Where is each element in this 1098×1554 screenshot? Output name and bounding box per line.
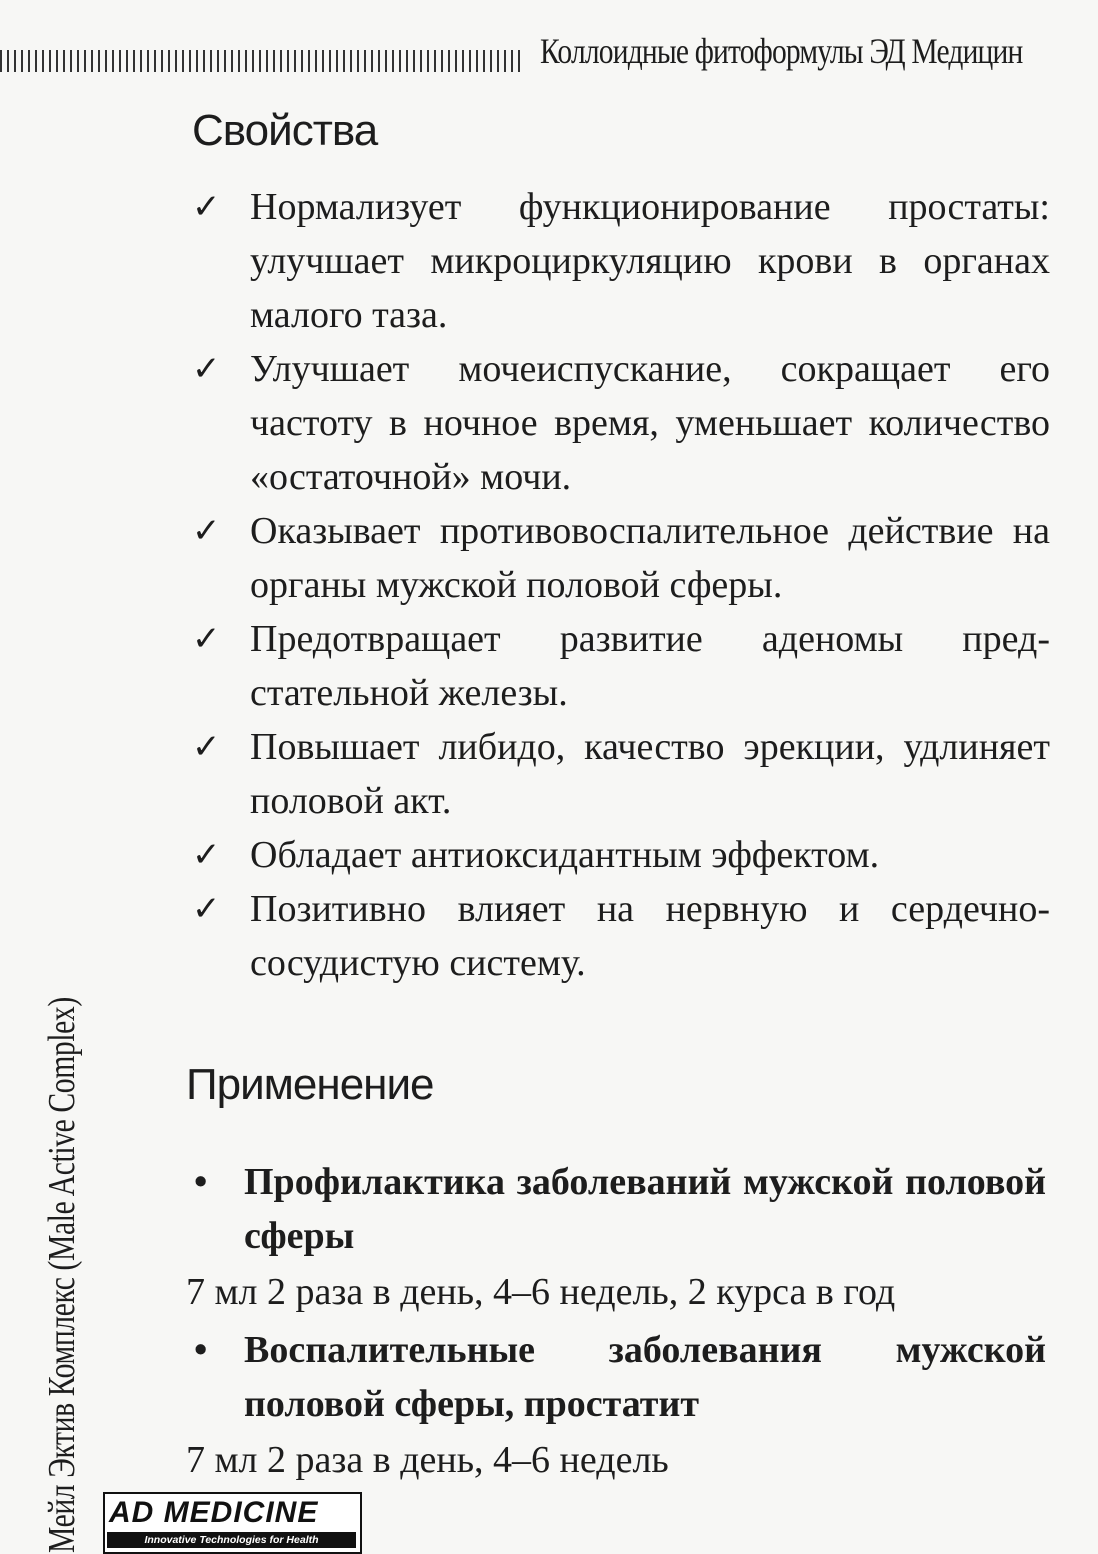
- properties-list: [190, 180, 1050, 990]
- check-mark-icon: ✓: [192, 349, 221, 389]
- check-mark-icon: ✓: [192, 187, 221, 227]
- usage-heading: Применение: [186, 1060, 434, 1109]
- header-tick-rule: [0, 50, 525, 72]
- check-mark-icon: ✓: [192, 511, 221, 551]
- check-mark-icon: ✓: [192, 835, 221, 875]
- properties-heading: Свойства: [192, 106, 378, 155]
- usage-item-title: • Профилактика заболеваний мужской половой сферы: [186, 1155, 1046, 1263]
- usage-item-title: • Воспалительные заболевания мужской половой сферы, простатит: [186, 1323, 1046, 1431]
- check-mark-icon: ✓: [192, 619, 221, 659]
- logo-name: AD MEDICINE: [109, 1496, 319, 1529]
- property-item: ✓ Обладает антиоксидантным эффектом.: [190, 828, 1050, 882]
- property-item: ✓ Улучшает мочеиспускание, сокращает его частоту в ночное время, уменьшает количество «остаточной» мочи.: [190, 342, 1050, 504]
- bullet-icon: •: [194, 1329, 208, 1371]
- property-item: ✓ Оказывает противовоспалительное действие на органы мужской половой сферы.: [190, 504, 1050, 612]
- property-item: ✓ Повышает либидо, качество эрекции, удлиняет половой акт.: [190, 720, 1050, 828]
- ad-medicine-logo: [103, 1492, 362, 1554]
- check-mark-icon: ✓: [192, 889, 221, 929]
- property-item: ✓ Нормализует функционирование простаты: улучшает микроциркуляцию крови в органах малого таза.: [190, 180, 1050, 342]
- usage-list: [186, 1155, 1046, 1491]
- spine-title: [40, 973, 100, 1553]
- property-item: ✓ Позитивно влияет на нервную и сердечнососудистую систему.: [190, 882, 1050, 990]
- property-item: ✓ Предотвращает развитие аденомы предстательной железы.: [190, 612, 1050, 720]
- bullet-icon: •: [194, 1161, 208, 1203]
- check-mark-icon: ✓: [192, 727, 221, 767]
- logo-tagline: Innovative Technologies for Health: [107, 1532, 356, 1548]
- usage-item-dose: 7 мл 2 раза в день, 4–6 недель, 2 курса в год: [186, 1271, 896, 1313]
- spine-title-text: Мейл Эктив Комплекс (Male Active Complex): [41, 997, 83, 1553]
- usage-item-dose: 7 мл 2 раза в день, 4–6 недель: [186, 1439, 669, 1481]
- header-title: Коллоидные фитоформулы ЭД Медицин: [540, 31, 1023, 71]
- page-header: [0, 30, 1060, 80]
